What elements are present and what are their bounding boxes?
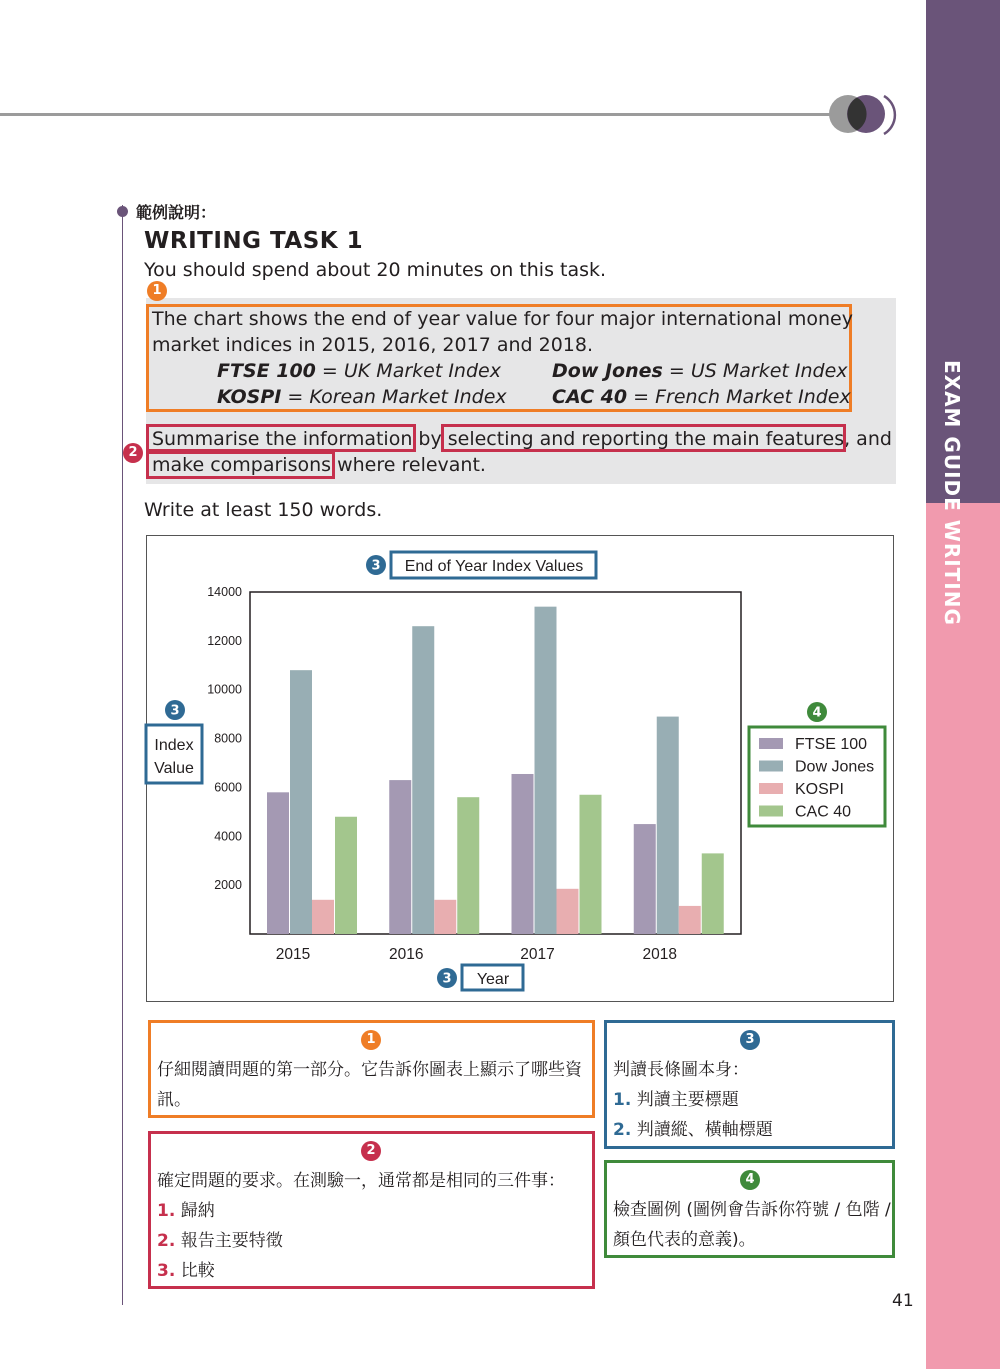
legend-swatch (759, 761, 783, 772)
marker-2-icon: 2 (123, 443, 143, 463)
legend-label: CAC 40 (795, 803, 852, 821)
note-3-item (613, 1115, 773, 1145)
instr-select: selecting and reporting the main features, (447, 428, 851, 450)
legend-swatch (759, 738, 783, 749)
bar-cac-40 (580, 795, 602, 934)
item-number: 2. (613, 1120, 632, 1140)
marker-3-icon-label: 3 (371, 558, 381, 574)
instr-and: and (850, 428, 892, 450)
bar-ftse-100 (389, 780, 411, 934)
item-number: 2. (157, 1231, 176, 1251)
note-2-item (157, 1226, 283, 1256)
instr-where: where relevant. (331, 454, 486, 476)
item-text: 報告主要特徵 (180, 1231, 283, 1251)
x-tick-label: 2015 (275, 946, 311, 963)
item-text: 判讀主要標題 (636, 1090, 739, 1110)
item-text: 判讀縱、橫軸標題 (636, 1120, 773, 1140)
prompt-line-2: market indices in 2015, 2016, 2017 and 2018. (152, 334, 593, 356)
page-number: 41 (892, 1291, 914, 1311)
instr-compare: make comparisons (152, 454, 332, 476)
y-tick-label: 8000 (214, 731, 242, 746)
bar-ftse-100 (512, 774, 534, 934)
y-tick-label: 14000 (207, 585, 242, 599)
x-axis-label: Year (476, 971, 510, 988)
legend-label: Dow Jones (795, 758, 875, 776)
instr-summarise: Summarise the information (152, 428, 413, 450)
note-3-marker-icon: 3 (740, 1030, 760, 1050)
y-tick-label: 6000 (214, 780, 242, 795)
bar-dow-jones (290, 670, 312, 934)
note-4-text: 檢查圖例 (圖例會告訴你符號 / 色階 / 顏色代表的意義)。 (613, 1200, 891, 1250)
def-meaning: = UK Market Index (315, 360, 501, 382)
bar-kospi (557, 889, 579, 934)
bar-dow-jones (412, 626, 434, 934)
legend-swatch (759, 806, 783, 817)
note-1-marker-icon: 1 (361, 1030, 381, 1050)
item-number: 3. (157, 1261, 176, 1281)
task-intro: You should spend about 20 minutes on this task. (144, 259, 607, 281)
def-code: CAC 40 (552, 386, 628, 408)
def-meaning: = French Market Index (627, 386, 851, 408)
bar-dow-jones (535, 607, 557, 934)
y-axis-label-line2: Value (154, 760, 194, 777)
bar-kospi (434, 900, 456, 934)
chart-title: End of Year Index Values (404, 558, 584, 575)
note-2-marker-icon: 2 (361, 1141, 381, 1161)
note-3-intro: 判讀長條圖本身： (613, 1060, 749, 1080)
task-title: WRITING TASK 1 (144, 228, 364, 254)
x-tick-label: 2016 (389, 946, 424, 963)
note-2-item (157, 1256, 215, 1286)
prompt-line-1: The chart shows the end of year value for four major international money (152, 308, 853, 330)
note-4-marker-icon: 4 (740, 1170, 760, 1190)
y-tick-label: 10000 (207, 682, 242, 697)
bar-kospi (312, 900, 334, 934)
side-tab-label-writing: WRITING (940, 519, 964, 626)
def-code: Dow Jones (552, 360, 663, 382)
item-text: 歸納 (180, 1201, 215, 1221)
legend-label: KOSPI (795, 781, 844, 798)
item-number: 1. (157, 1201, 176, 1221)
x-tick-label: 2018 (642, 946, 677, 963)
bar-cac-40 (457, 797, 479, 934)
marker-1-icon: 1 (147, 281, 167, 301)
bar-ftse-100 (267, 792, 289, 934)
legend-swatch (759, 783, 783, 794)
marker-3-icon-label: 3 (442, 971, 452, 987)
note-2-intro: 確定問題的要求。在測驗一，通常都是相同的三件事： (157, 1171, 565, 1191)
legend-label: FTSE 100 (795, 736, 868, 753)
note-2-item (157, 1196, 215, 1226)
y-tick-label: 2000 (214, 878, 242, 893)
item-number: 1. (613, 1090, 632, 1110)
example-heading: 範例說明： (136, 203, 217, 222)
bar-ftse-100 (634, 824, 656, 934)
note-3-item (613, 1085, 739, 1115)
y-axis-label-line1: Index (154, 737, 194, 754)
item-text: 比較 (180, 1261, 215, 1281)
note-1-text: 仔細閱讀問題的第一部分。它告訴你圖表上顯示了哪些資訊。 (157, 1060, 582, 1110)
marker-3-icon-label: 3 (170, 703, 180, 719)
bar-dow-jones (657, 717, 679, 934)
y-tick-label: 4000 (214, 829, 242, 844)
def-code: KOSPI (217, 386, 282, 408)
bar-kospi (679, 906, 701, 934)
y-tick-label: 12000 (207, 633, 242, 648)
def-code: FTSE 100 (217, 360, 316, 382)
bar-cac-40 (702, 853, 724, 934)
def-meaning: = US Market Index (662, 360, 848, 382)
side-tab-label-guide: EXAM GUIDE (940, 360, 964, 512)
def-meaning: = Korean Market Index (281, 386, 507, 408)
instr-by: by (412, 428, 448, 450)
marker-4-icon-label: 4 (812, 705, 822, 721)
word-count: Write at least 150 words. (144, 499, 383, 521)
x-tick-label: 2017 (520, 946, 555, 963)
bar-cac-40 (335, 817, 357, 934)
